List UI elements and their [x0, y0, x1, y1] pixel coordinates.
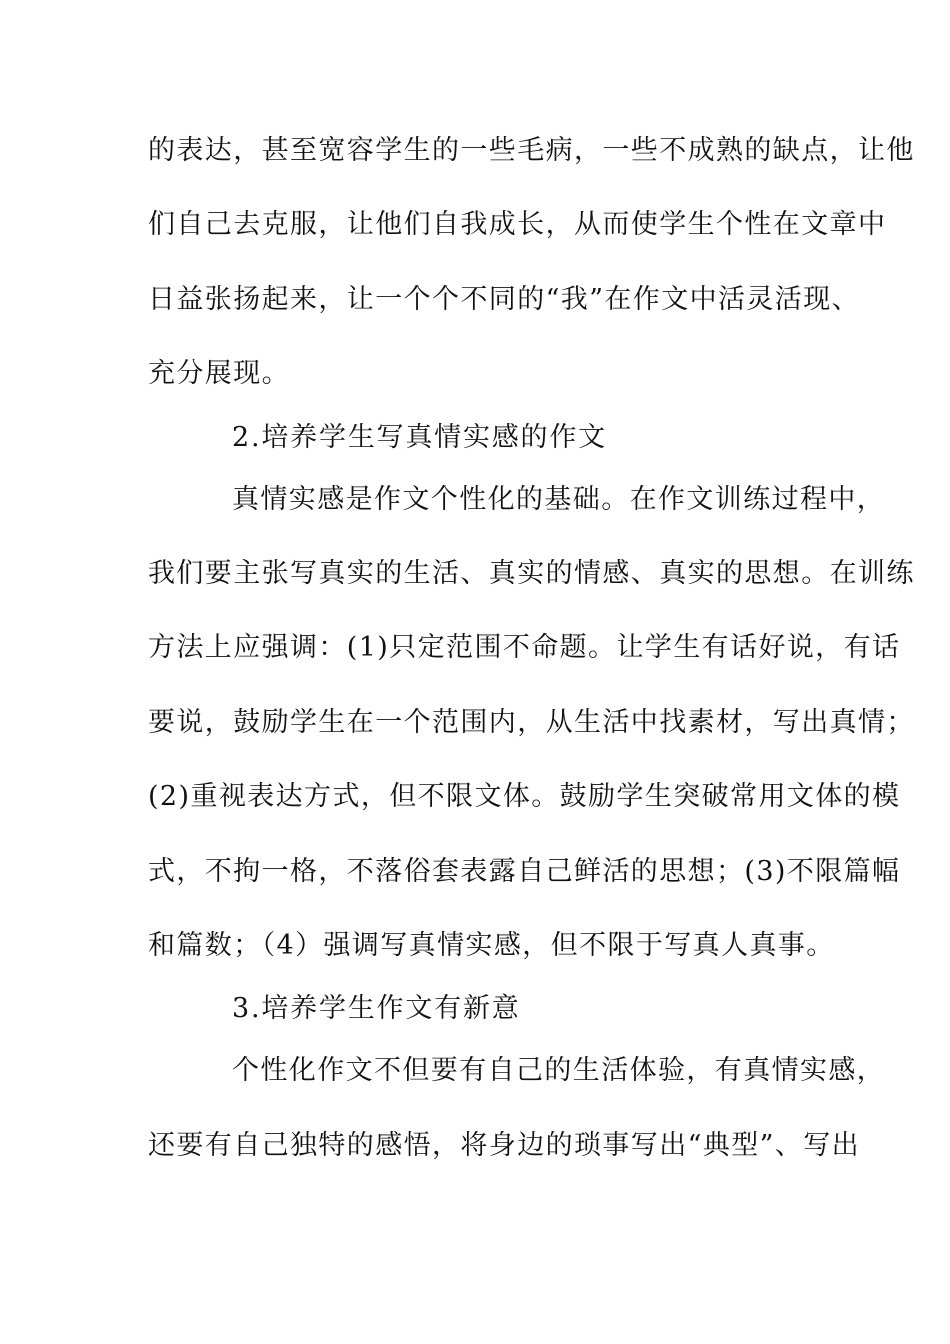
- body-text-line: 式，不拘一格，不落俗套表露自己鲜活的思想；(3)不限篇幅: [148, 856, 901, 887]
- body-text-line: (2)重视表达方式，但不限文体。鼓励学生突破常用文体的模: [148, 781, 901, 812]
- body-text-line: 要说，鼓励学生在一个范围内，从生活中找素材，写出真情；: [148, 707, 915, 738]
- body-text-line: 日益张扬起来，让一个个不同的“我”在作文中活灵活现、: [148, 284, 861, 315]
- body-text-line: 方法上应强调：(1)只定范围不命题。让学生有话好说，有话: [148, 632, 901, 663]
- body-text-line: 还要有自己独特的感悟，将身边的琐事写出“典型”、写出: [148, 1130, 861, 1161]
- section-heading: 3.培养学生作文有新意: [232, 993, 521, 1024]
- body-text-line: 的表达，甚至宽容学生的一些毛病，一些不成熟的缺点，让他: [148, 135, 915, 166]
- section-heading: 2.培养学生写真情实感的作文: [232, 422, 607, 453]
- body-text-line: 我们要主张写真实的生活、真实的情感、真实的思想。在训练: [148, 558, 915, 589]
- body-text-line: 们自己去克服，让他们自我成长，从而使学生个性在文章中: [148, 209, 887, 240]
- paragraph-first-line: 真情实感是作文个性化的基础。在作文训练过程中，: [232, 484, 886, 515]
- body-text-line: 充分展现。: [148, 358, 290, 389]
- body-text-line: 和篇数；（4）强调写真情实感，但不限于写真人真事。: [148, 930, 835, 961]
- paragraph-first-line: 个性化作文不但要有自己的生活体验，有真情实感，: [232, 1055, 886, 1086]
